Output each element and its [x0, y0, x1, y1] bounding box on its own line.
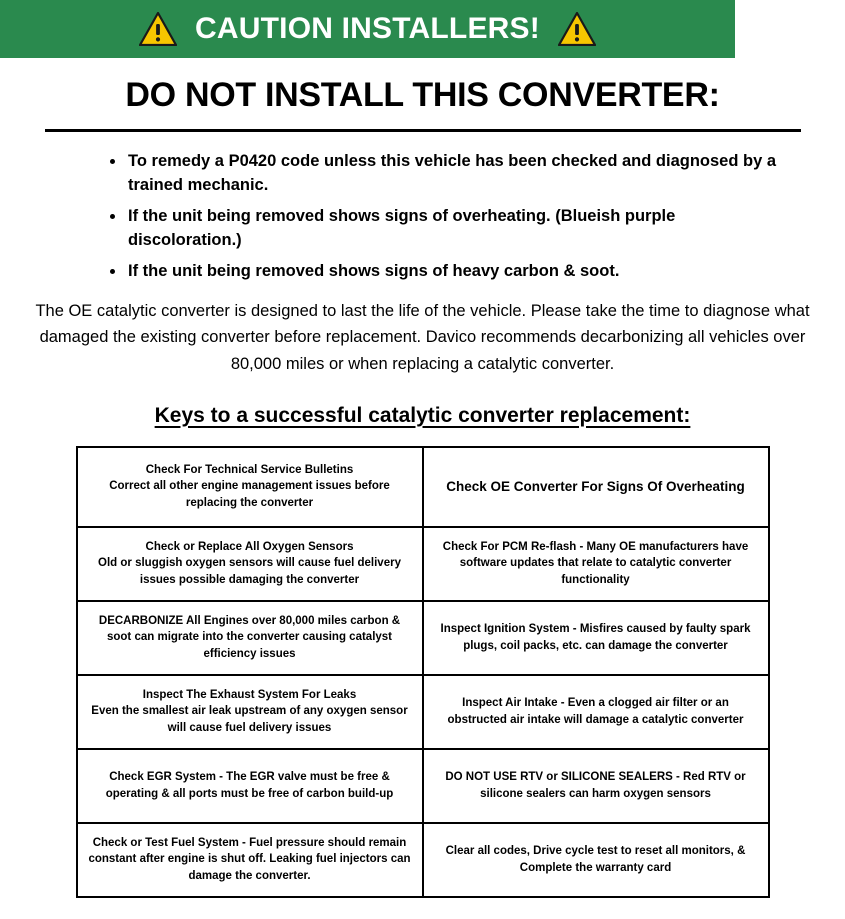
table-cell-right: Clear all codes, Drive cycle test to reset all monitors, & Complete the warranty card	[423, 823, 769, 897]
table-row	[77, 749, 769, 823]
table-cell-left: Check EGR System - The EGR valve must be free & operating & all ports must be free of carbon build-up	[77, 749, 423, 823]
table-cell-right: Check OE Converter For Signs Of Overheating	[423, 447, 769, 527]
page-title: DO NOT INSTALL THIS CONVERTER:	[125, 76, 720, 114]
table-row	[77, 601, 769, 675]
keys-table-wrap	[76, 446, 770, 898]
table-row	[77, 675, 769, 749]
list-item: To remedy a P0420 code unless this vehicle has been checked and diagnosed by a trained mechanic.	[110, 150, 785, 198]
table-cell-right: DO NOT USE RTV or SILICONE SEALERS - Red RTV or silicone sealers can harm oxygen sensors	[423, 749, 769, 823]
table-cell-right: Check For PCM Re-flash - Many OE manufacturers have software updates that relate to catalytic converter functionality	[423, 527, 769, 601]
title-divider	[45, 129, 801, 132]
warning-triangle-icon	[558, 12, 596, 46]
table-cell-left: Check or Replace All Oxygen Sensors Old or sluggish oxygen sensors will cause fuel delivery issues possible damaging the converter	[77, 527, 423, 601]
table-row	[77, 823, 769, 897]
table-cell-left: Check For Technical Service Bulletins Correct all other engine management issues before replacing the converter	[77, 447, 423, 527]
list-item: If the unit being removed shows signs of overheating. (Blueish purple discoloration.)	[110, 205, 785, 253]
table-cell-right: Inspect Air Intake - Even a clogged air filter or an obstructed air intake will damage a catalytic converter	[423, 675, 769, 749]
table-cell-left: Inspect The Exhaust System For Leaks Even the smallest air leak upstream of any oxygen sensor will cause fuel delivery issues	[77, 675, 423, 749]
table-cell-right: Inspect Ignition System - Misfires caused by faulty spark plugs, coil packs, etc. can damage the converter	[423, 601, 769, 675]
do-not-install-list	[0, 150, 845, 284]
keys-table	[76, 446, 770, 898]
table-cell-left: Check or Test Fuel System - Fuel pressure should remain constant after engine is shut off. Leaking fuel injectors can damage the converter.	[77, 823, 423, 897]
intro-paragraph: The OE catalytic converter is designed to last the life of the vehicle. Please take the time to diagnose what damaged the existing converter before replacement. Davico recommends decarbonizing all vehicles over 80,000 miles or when replacing a catalytic converter.	[35, 301, 810, 374]
table-cell-left: DECARBONIZE All Engines over 80,000 miles carbon & soot can migrate into the converter causing catalyst efficiency issues	[77, 601, 423, 675]
table-row	[77, 527, 769, 601]
table-row	[77, 447, 769, 527]
keys-section-heading: Keys to a successful catalytic converter replacement:	[154, 403, 691, 427]
caution-banner	[0, 0, 735, 58]
warning-triangle-icon	[139, 12, 177, 46]
list-item: If the unit being removed shows signs of heavy carbon & soot.	[110, 260, 785, 284]
caution-banner-text: CAUTION INSTALLERS!	[195, 12, 540, 45]
